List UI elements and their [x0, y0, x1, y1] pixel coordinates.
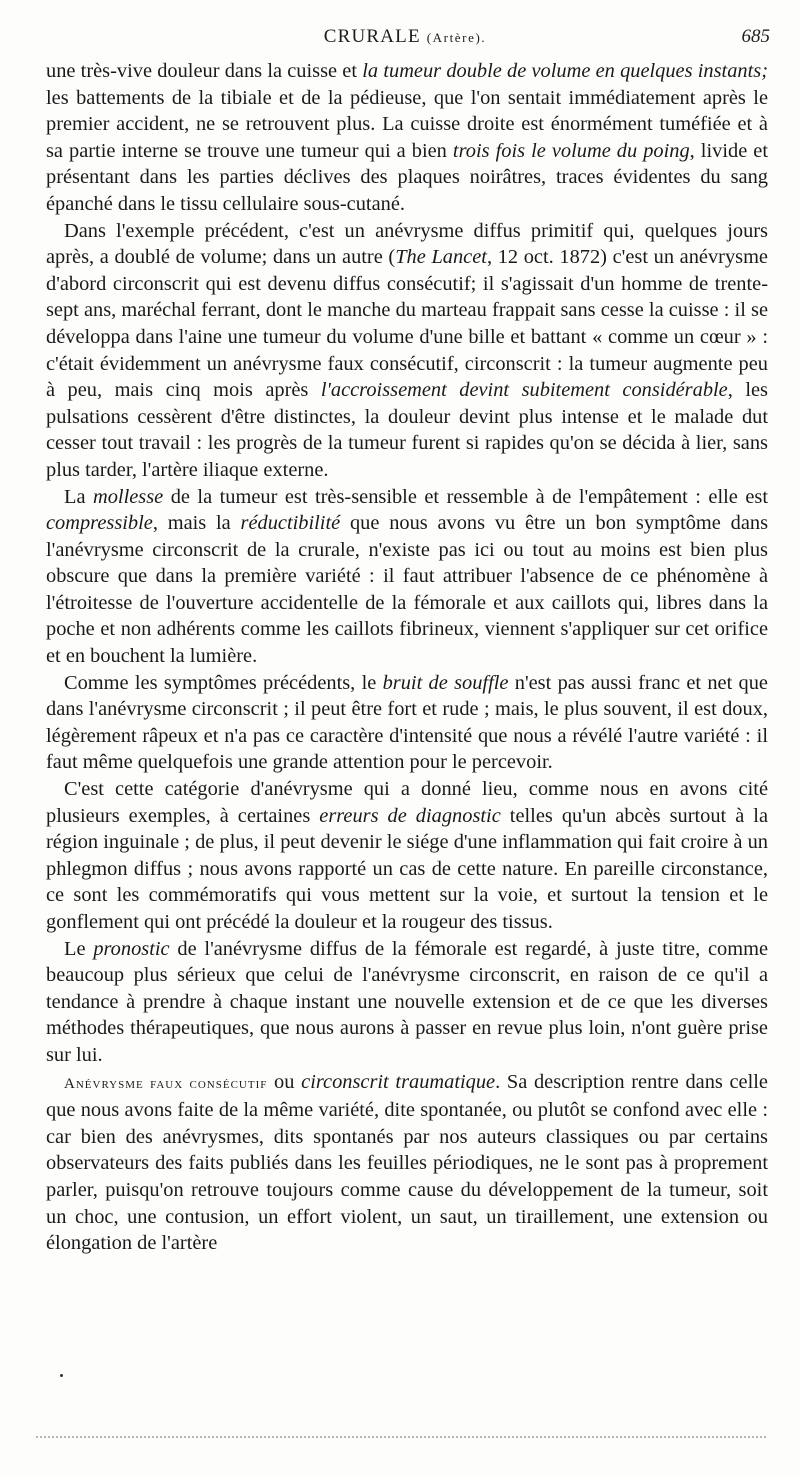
text-run: , mais la — [152, 512, 241, 535]
text-run: que nous avons vu être un bon symptôme dans l'anévrysme circonscrit de la crurale, n'existe pas ici ou tout au moins est bien plus obscure que dans la première variété : il faut attribuer l'absence de ce phénomène à l'étroitesse de l'ouverture accidentelle de la fémorale et aux caillots qui, libres dans la poche et non adhérents comme les caillots fibrineux, viennent s'appliquer sur cet orifice et en bouchent la lumière. — [46, 512, 768, 668]
italic-text: compressible — [46, 512, 153, 535]
italic-text: circonscrit traumatique — [301, 1070, 496, 1093]
text-run: Comme les symptômes précédents, le — [64, 671, 383, 694]
paragraph — [46, 1069, 768, 1257]
italic-text: erreurs de diagnostic — [319, 804, 501, 827]
italic-text: bruit de souffle — [382, 671, 509, 694]
page-header — [40, 26, 770, 60]
text-run: . Sa description rentre dans celle que nous avons faite de la même variété, dite spontanée, ou plutôt se confond avec elle : car bien des anévrysmes, dits spontanés par nos auteurs classiques ou par certains observateurs des faits publiés dans les feuilles périodiques, ne le sont pas à proprement parler, puisqu'on retrouve toujours comme cause du développement de la tumeur, soit un choc, une contusion, un effort violent, un saut, un tiraillement, une extension ou élongation de l'artère — [46, 1070, 768, 1255]
italic-text: l'accroissement devint subitement considérable — [320, 379, 728, 402]
text-run: une très-vive douleur dans la cuisse et — [46, 60, 363, 82]
paragraph — [46, 776, 768, 936]
paragraph — [46, 218, 768, 484]
paragraph — [46, 484, 768, 670]
footer-scan-artifact — [36, 1436, 766, 1442]
text-run: La — [64, 485, 93, 508]
text-run: de l'anévrysme diffus de la fémorale est regardé, à juste titre, comme beaucoup plus sérieux que celui de l'anévrysme circonscrit, en raison de ce qu'il a tendance à prendre à chaque instant une nouvelle extension et de ce que les diverses méthodes thérapeutiques, que nous aurons à passer en revue plus loin, n'ont guère prise sur lui. — [46, 937, 768, 1066]
italic-text: la tumeur double de volume en quelques instants; — [362, 60, 769, 82]
italic-text: pronostic — [93, 937, 170, 960]
paragraph — [46, 670, 768, 776]
paragraph — [46, 58, 768, 218]
running-head-subtitle: (Artère). — [426, 30, 487, 45]
paragraph — [46, 936, 768, 1069]
text-run: les battements de la tibiale et de la pédieuse, que l'on sentait immédiatement après le premier accident, ne se retrouvent plus. La cuisse droite est énormément tuméfiée et à sa partie interne se trouve une tumeur qui a bien — [46, 86, 768, 162]
text-run: , livide et présentant dans les parties déclives des plaques noirâtres, traces évidentes du sang épanché dans le tissu cellulaire sous-cutané. — [46, 139, 769, 215]
italic-text: trois fois le volume du poing — [452, 139, 690, 162]
small-caps-heading: Anévrysme faux consécutif — [64, 1075, 268, 1092]
italic-text: réductibilité — [240, 512, 341, 535]
text-run: , 12 oct. 1872) c'est un anévrysme d'abord circonscrit qui est devenu diffus consécutif; il s'agissait d'un homme de trente-sept ans, maréchal ferrant, dont le manche du marteau frappait sans cesse la cuisse : il se développa dans l'aine une tumeur du volume d'une bille et battant « comme un cœur » : c'était évidemment un anévrysme faux consécutif, circonscrit : la tumeur augmente peu à peu, mais cinq mois après — [46, 246, 768, 402]
page-number: 685 — [741, 26, 770, 47]
running-head — [40, 26, 770, 48]
text-run: n'est pas aussi franc et net que dans l'anévrysme circonscrit ; il peut être fort et rude ; mais, le plus souvent, il est doux, légèrement râpeux et n'a pas ce caractère d'intensité que nous a révélé l'autre variété : il faut même quelquefois une grande attention pour le percevoir. — [46, 671, 768, 774]
text-run: C'est cette catégorie d'anévrysme qui a donné lieu, comme nous en avons cité plusieurs exemples, à certaines — [46, 778, 768, 827]
text-run: ou — [267, 1070, 302, 1093]
text-run: , les pulsations cessèrent d'être distinctes, la douleur devint plus intense et le malade dut cesser tout travail : les progrès de la tumeur furent si rapides qu'on se décida à lier, sans plus tarder, l'artère iliaque externe. — [46, 379, 768, 481]
text-run: telles qu'un abcès surtout à la région inguinale ; de plus, il peut devenir le siége d'une inflammation qui fait croire à un phlegmon diffus ; nous avons rapporté un cas de cette nature. En pareille circonstance, ce sont les commémoratifs qui vous mettent sur la voie, et surtout la tension et le gonflement qui ont précédé la douleur et la rougeur des tissus. — [46, 804, 768, 933]
text-run: de la tumeur est très-sensible et ressemble à de l'empâtement : elle est — [163, 485, 768, 508]
italic-text: mollesse — [92, 485, 164, 508]
text-run: Le — [64, 937, 94, 960]
running-head-title: CRURALE — [323, 26, 421, 47]
ink-speck — [60, 1374, 63, 1377]
italic-text: The Lancet — [395, 246, 487, 269]
body-text — [46, 58, 768, 1257]
text-run: Dans l'exemple précédent, c'est un anévrysme diffus primitif qui, quelques jours après, a doublé de volume; dans un autre ( — [46, 219, 768, 269]
